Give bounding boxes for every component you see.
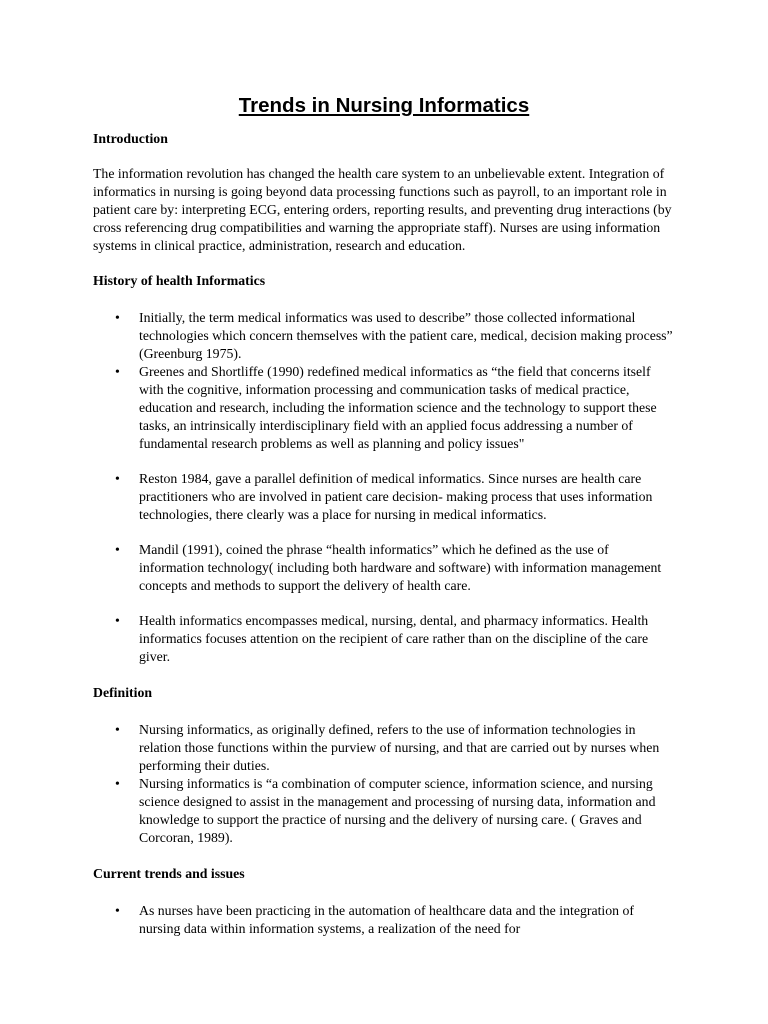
list-item: • Health informatics encompasses medical, nursing, dental, and pharmacy informatics. Health informatics focuses attention on the recipient of care rather than on the discipline of the care giver. xyxy=(93,612,675,666)
definition-list xyxy=(93,721,675,847)
list-item: • Initially, the term medical informatics was used to describe” those collected informational technologies which concern themselves with the patient care, medical, decision making process” (Greenburg 1975). xyxy=(93,309,675,363)
history-heading: History of health Informatics xyxy=(93,273,266,288)
list-item: • Mandil (1991), coined the phrase “health informatics” which he defined as the use of information technology( including both hardware and software) with information management concepts and methods to support the delivery of health care. xyxy=(93,541,675,595)
list-item: • Nursing informatics, as originally defined, refers to the use of information technologies in relation those functions within the purview of nursing, and that are carried out by nurses when performing their duties. xyxy=(93,721,675,775)
list-item: • Reston 1984, gave a parallel definition of medical informatics. Since nurses are health care practitioners who are involved in patient care decision- making process that uses information technologies, there clearly was a place for nursing in medical informatics. xyxy=(93,470,675,524)
list-item: • As nurses have been practicing in the automation of healthcare data and the integration of nursing data within information systems, a realization of the need for xyxy=(93,902,675,938)
introduction-paragraph: The information revolution has changed the health care system to an unbelievable extent. Integration of informatics in nursing is going beyond data processing functions such as payroll, to an important role in patient care by: interpreting ECG, entering orders, reporting results, and preventing drug interactions (by cross referencing drug compatibilities and warning the appropriate staff). Nurses are using information systems in clinical practice, administration, research and education. xyxy=(93,166,672,253)
current-trends-heading: Current trends and issues xyxy=(93,866,245,881)
list-item: • Greenes and Shortliffe (1990) redefined medical informatics as “the field that concerns itself with the cognitive, information processing and communication tasks of medical practice, education and research, including the information science and the technology to support these tasks, an intrinsically interdisciplinary field with an applied focus addressing a number of fundamental research problems as well as planning and policy issues" xyxy=(93,363,675,453)
document-title: Trends in Nursing Informatics xyxy=(238,94,530,117)
definition-heading: Definition xyxy=(93,685,153,700)
introduction-heading: Introduction xyxy=(93,131,168,146)
history-list xyxy=(93,309,675,666)
list-item: • Nursing informatics is “a combination of computer science, information science, and nursing science designed to assist in the management and processing of nursing data, information and knowledge to support the practice of nursing and the delivery of nursing care. ( Graves and Corcoran, 1989). xyxy=(93,775,675,847)
current-trends-list xyxy=(93,902,675,938)
